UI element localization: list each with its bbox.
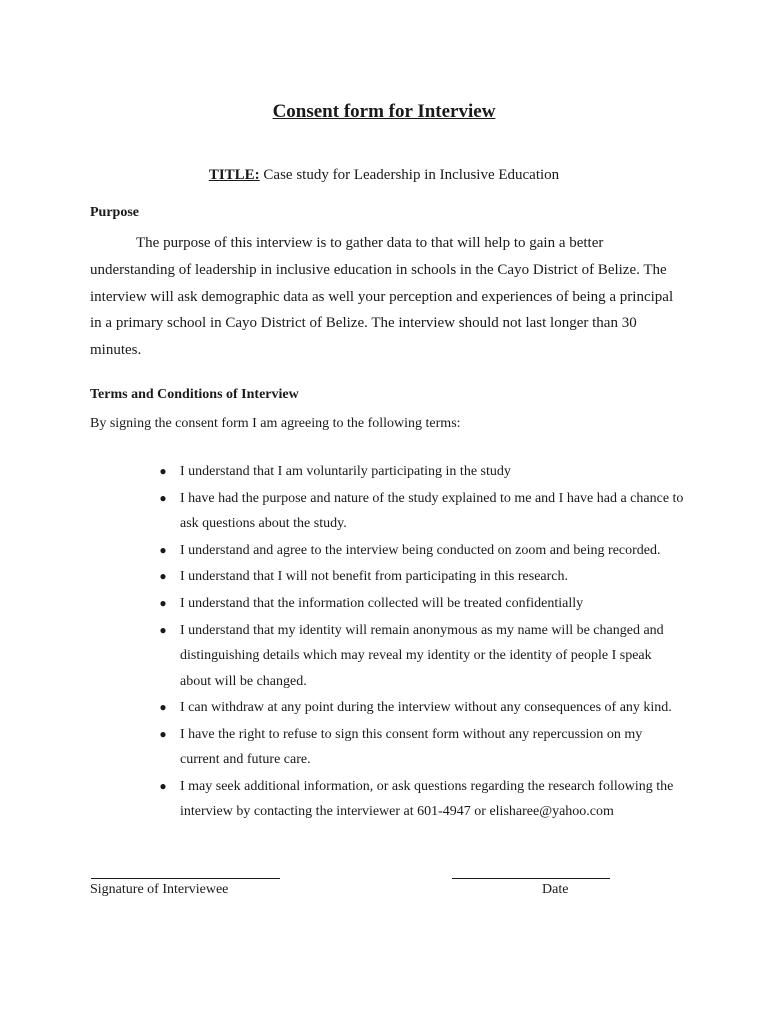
term-item: [158, 618, 698, 694]
bullet-icon: ●: [159, 727, 167, 742]
interviewee-signature-line: [91, 868, 280, 879]
purpose-paragraph: [90, 230, 680, 364]
term-item-line: current and future care.: [180, 752, 311, 768]
term-item-line: I understand that I will not benefit from participating in this research.: [180, 569, 568, 585]
term-item-line: I can withdraw at any point during the interview without any consequences of any kind.: [180, 700, 672, 716]
term-item-line: I understand that the information collected will be treated confidentially: [180, 596, 584, 612]
bullet-icon: ●: [159, 596, 167, 611]
study-title: [0, 167, 768, 184]
purpose-heading: Purpose: [90, 205, 139, 220]
term-item-line: about will be changed.: [180, 673, 307, 689]
term-item-line: interview by contacting the interviewer at 601-4947 or elisharee@yahoo.com: [180, 804, 614, 820]
bullet-icon: ●: [159, 542, 167, 557]
purpose-line: in a primary school in Cayo District of Belize. The interview should not last longer than 30: [90, 315, 637, 332]
date-label: Date: [542, 882, 569, 897]
bullet-icon: ●: [159, 623, 167, 638]
terms-heading: Terms and Conditions of Interview: [90, 387, 299, 402]
term-item: [158, 695, 698, 720]
term-item: [158, 486, 698, 536]
date-signature-line: [452, 868, 610, 879]
term-item-line: I understand that my identity will remain anonymous as my name will be changed and: [180, 623, 664, 639]
purpose-line: The purpose of this interview is to gather data to that will help to gain a better: [136, 235, 604, 251]
bullet-icon: ●: [159, 778, 167, 793]
term-item: [158, 774, 698, 824]
study-title-text: Case study for Leadership in Inclusive Education: [259, 167, 560, 183]
term-item: [158, 722, 698, 772]
term-item-line: I understand that I am voluntarily participating in the study: [180, 464, 511, 479]
term-item-line: I may seek additional information, or ask questions regarding the research following the: [180, 778, 674, 794]
term-item-line: distinguishing details which may reveal my identity or the identity of people I speak: [180, 648, 652, 664]
interviewee-signature-label: Signature of Interviewee: [90, 882, 229, 897]
term-item-line: I understand and agree to the interview being conducted on zoom and being recorded.: [180, 542, 661, 558]
term-item: [158, 459, 698, 484]
document-title: Consent form for Interview: [272, 101, 496, 122]
purpose-line: minutes.: [90, 342, 142, 359]
study-title-label: TITLE:: [208, 167, 260, 183]
term-item-line: I have had the purpose and nature of the study explained to me and I have had a chance to: [180, 490, 684, 506]
bullet-icon: ●: [159, 464, 167, 478]
term-item: [158, 564, 698, 589]
bullet-icon: ●: [159, 700, 167, 715]
term-item: [158, 538, 698, 563]
term-item-line: I have the right to refuse to sign this consent form without any repercussion on my: [180, 727, 643, 743]
term-item: [158, 591, 698, 616]
terms-list: [158, 459, 698, 824]
purpose-line: understanding of leadership in inclusive education in schools in the Cayo District of Belize. The: [90, 261, 667, 278]
purpose-line: interview will ask demographic data as well your perception and experiences of being a principal: [90, 288, 674, 305]
terms-intro: By signing the consent form I am agreeing to the following terms:: [90, 416, 461, 431]
bullet-icon: ●: [159, 490, 167, 505]
term-item-line: ask questions about the study.: [180, 515, 347, 531]
bullet-icon: ●: [159, 569, 167, 584]
